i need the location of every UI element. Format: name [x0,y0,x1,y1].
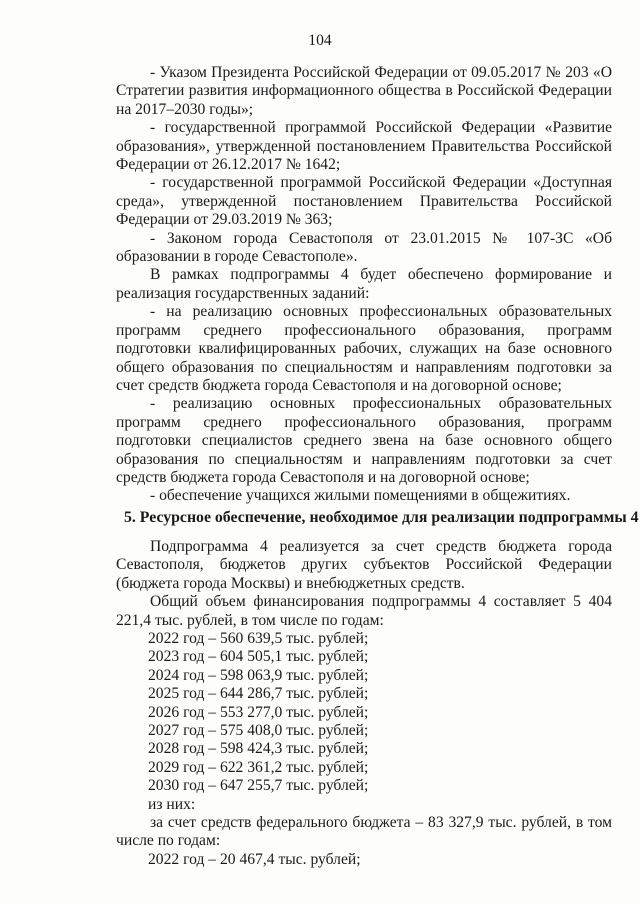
page-number: 104 [308,32,332,49]
list-item: 2026 год – 553 277,0 тыс. рублей; [148,703,369,721]
list-item: 2025 год – 644 286,7 тыс. рублей; [148,685,369,703]
federal-budget: за счет средств федерального бюджета – 83 327,9 тыс. рублей, в том числе по годам: [116,813,612,850]
paragraph: - реализацию основных профессиональных образовательных программ среднего профессионального образования, программ подготовки специалистов среднего звена на базе основного общего образования по специальностям и направлениям подготовки за счет средств бюджета города Севастополя и на договорной основе; [116,395,612,486]
of-them-label: из них: [148,795,196,813]
list-item: 2024 год – 598 063,9 тыс. рублей; [148,666,369,684]
paragraph: - на реализацию основных профессиональных образовательных программ среднего профессионального образования, программ подготовки квалифицированных рабочих, служащих на базе основного общего образования по специальностям и направлениям подготовки за счет средств бюджета города Севастополя и на договорной основе; [116,303,612,394]
years-list [116,630,612,814]
section-heading: 5. Ресурсное обеспечение, необходимое для реализации подпрограммы 4 [124,509,639,526]
top-text-block [116,64,612,506]
list-item: 2027 год – 575 408,0 тыс. рублей; [148,721,369,739]
federal-years-list [116,851,612,869]
list-item: 2029 год – 622 361,2 тыс. рублей; [148,758,369,776]
paragraph: - Указом Президента Российской Федерации от 09.05.2017 № 203 «О Стратегии развития информационного общества в Российской Федерации на 2017–2030 годы»; [116,64,612,118]
paragraph: В рамках подпрограммы 4 будет обеспечено формирование и реализация государственных заданий: [116,266,612,302]
paragraph: - государственной программой Российской Федерации «Развитие образования», утвержденной постановлением Правительства Российской Федерации от 26.12.2017 № 1642; [116,119,612,174]
funding-text-block [116,538,612,869]
list-item: 2023 год – 604 505,1 тыс. рублей; [148,648,369,666]
paragraph: - Законом города Севастополя от 23.01.2015 № 107-ЗС «Об образовании в городе Севастополе». [116,229,612,266]
list-item: 2028 год – 598 424,3 тыс. рублей; [148,740,369,758]
funding-intro: Подпрограмма 4 реализуется за счет средств бюджета города Севастополя, бюджетов других субъектов Российской Федерации (бюджета города Москвы) и внебюджетных средств. [116,538,612,592]
paragraph: - государственной программой Российской Федерации «Доступная среда», утвержденной постановлением Правительства Российской Федерации от 29.03.2019 № 363; [116,174,612,229]
list-item: 2022 год – 20 467,4 тыс. рублей; [148,850,361,868]
list-item: 2022 год – 560 639,5 тыс. рублей; [148,630,369,648]
total-funding: Общий объем финансирования подпрограммы 4 составляет 5 404 221,4 тыс. рублей, в том числе по годам: [116,593,612,629]
list-item: 2030 год – 647 255,7 тыс. рублей; [148,777,369,795]
paragraph: - обеспечение учащихся жилыми помещениями в общежитиях. [150,487,571,505]
